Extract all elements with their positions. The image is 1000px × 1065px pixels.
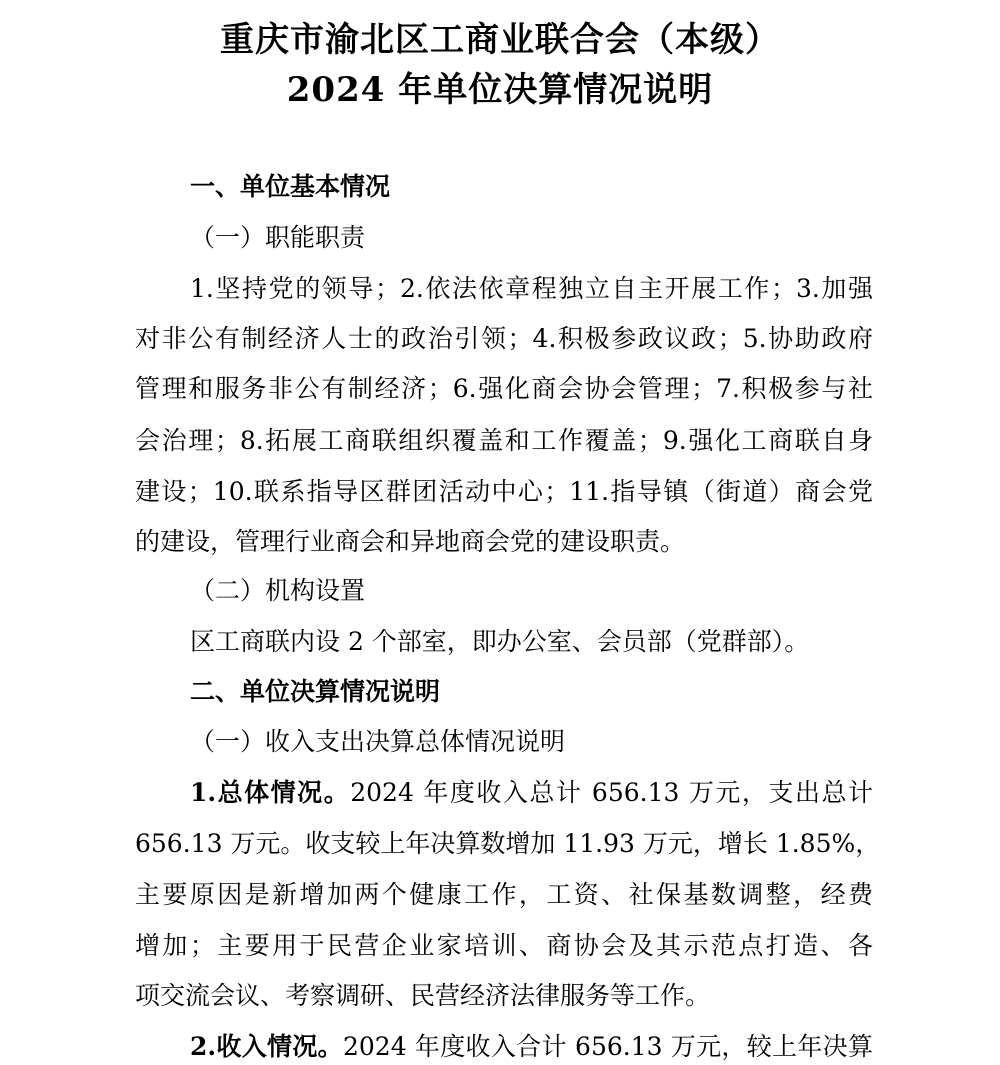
duty-line-3: 管理和服务非公有制经济；6.强化商会协会管理；7.积极参与社 (135, 374, 873, 403)
document-title-line2: 2024 年单位决算情况说明 (286, 70, 714, 110)
section1-sub1-heading: （一）职能职责 (190, 223, 366, 252)
duty-line-6: 的建设，管理行业商会和异地商会党的建设职责。 (135, 527, 686, 556)
section2-sub1-heading: （一）收入支出决算总体情况说明 (190, 727, 566, 756)
duty-line-4: 会治理；8.拓展工商联组织覆盖和工作覆盖；9.强化工商联自身 (135, 426, 873, 455)
overall-first-rest: 2024 年度收入总计 656.13 万元，支出总计 (350, 778, 873, 807)
income-paragraph-line-1 (190, 1032, 873, 1062)
income-first-rest: 2024 年度收入合计 656.13 万元，较上年决算 (343, 1032, 873, 1061)
duty-line-1: 1.坚持党的领导；2.依法依章程独立自主开展工作；3.加强 (190, 274, 873, 303)
duty-line-2: 对非公有制经济人士的政治引领；4.积极参政议政；5.协助政府 (135, 324, 873, 353)
duty-line-5: 建设；10.联系指导区群团活动中心；11.指导镇（街道）商会党 (135, 477, 873, 506)
document-title-line1: 重庆市渝北区工商业联合会（本级） (220, 20, 780, 60)
overall-paragraph-line-1 (190, 778, 873, 808)
income-lead: 2.收入情况。 (190, 1032, 343, 1061)
section2-heading: 二、单位决算情况说明 (190, 677, 441, 706)
overall-paragraph-line-5: 项交流会议、考察调研、民营经济法律服务等工作。 (135, 981, 711, 1010)
org-structure-text: 区工商联内设 2 个部室，即办公室、会员部（党群部）。 (190, 627, 810, 656)
section1-heading: 一、单位基本情况 (190, 172, 391, 201)
section1-sub2-heading: （二）机构设置 (190, 576, 366, 605)
overall-paragraph-line-2: 656.13 万元。收支较上年决算数增加 11.93 万元，增长 1.85%， (135, 829, 881, 858)
overall-lead: 1.总体情况。 (190, 778, 351, 807)
overall-paragraph-line-4: 增加；主要用于民营企业家培训、商协会及其示范点打造、各 (135, 931, 873, 960)
overall-paragraph-line-3: 主要原因是新增加两个健康工作，工资、社保基数调整，经费 (135, 880, 873, 909)
